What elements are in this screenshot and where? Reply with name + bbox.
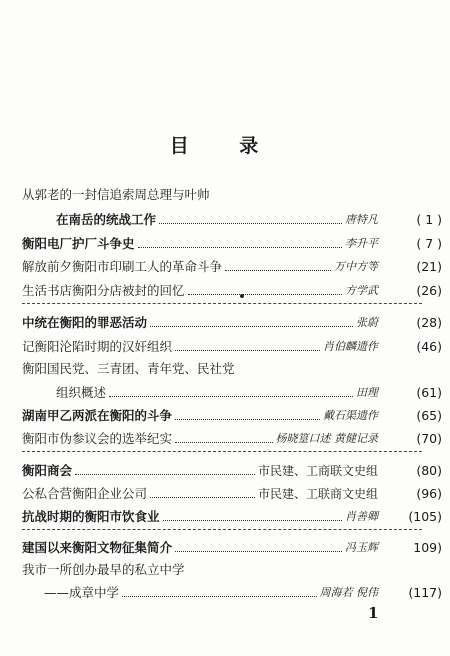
- dot-leader: [150, 497, 255, 498]
- toc-entry-title: 建国以来衡阳文物征集简介: [22, 540, 173, 555]
- dot-leader: [159, 223, 342, 224]
- toc-entry-title: 公私合营衡阳企业公司: [22, 486, 148, 501]
- toc-entry-author: 肖伯麟遗作: [323, 340, 378, 353]
- toc-entry-title: 记衡阳沦陷时期的汉奸组织: [22, 339, 173, 354]
- toc-entry-author: 杨晓篁口述 黄健记录: [275, 432, 378, 445]
- toc-entry-title: 我市一所创办最早的私立中学: [22, 562, 185, 577]
- toc-entry: [22, 562, 378, 578]
- toc-entry-title: 衡阳电厂护厂斗争史: [22, 236, 135, 251]
- toc-entry-page: 109): [413, 540, 442, 555]
- toc-entry-author: 李升平: [345, 237, 378, 250]
- toc-entry-page: ( 1 ): [416, 212, 442, 227]
- toc-entry: [22, 236, 378, 252]
- toc-entry-page: (65): [416, 408, 442, 423]
- toc-entry: [56, 212, 378, 228]
- dot-leader: [225, 270, 331, 271]
- toc-entry: [22, 408, 378, 424]
- dot-leader: [175, 350, 320, 351]
- toc-entry-title: 衡阳市伪参议会的选举纪实: [22, 431, 173, 446]
- toc-entry-page: (46): [416, 339, 442, 354]
- dot-leader: [109, 396, 353, 397]
- toc-entry-title: 衡阳商会: [22, 463, 73, 478]
- toc-entry-author: 肖善卿: [345, 510, 378, 523]
- toc-entry-author: 市民建、工联商文史组: [257, 487, 378, 501]
- toc-entry-page: ( 7 ): [416, 236, 442, 251]
- toc-entry-title: ——成章中学: [44, 585, 120, 600]
- toc-entry-page: (61): [416, 385, 442, 400]
- toc-entry: [22, 486, 378, 502]
- page-title: 目 录: [169, 135, 281, 157]
- toc-entry: [22, 339, 378, 355]
- toc-entry: [22, 315, 378, 331]
- dot-leader: [175, 551, 342, 552]
- dot-leader: [175, 442, 272, 443]
- toc-entry: [22, 187, 378, 203]
- toc-entry-page: (28): [416, 315, 442, 330]
- toc-entry-page: (26): [416, 283, 442, 298]
- toc-entry: [22, 509, 378, 525]
- toc-entry-page: (80): [416, 463, 442, 478]
- toc-entry-title: 组织概述: [56, 385, 107, 400]
- section-divider: [22, 303, 422, 304]
- toc-entry: [22, 259, 378, 275]
- toc-entry-author: 冯玉辉: [345, 541, 378, 554]
- dot-leader: [150, 326, 353, 327]
- toc-entry: [56, 385, 378, 401]
- toc-entry-page: (105): [408, 509, 442, 524]
- toc-entry-page: (21): [416, 259, 442, 274]
- toc-entry: [22, 431, 378, 447]
- page-number: 1: [368, 604, 379, 622]
- toc-entry: [22, 540, 378, 556]
- toc-entry-author: 田理: [356, 386, 378, 399]
- toc-entry-title: 湖南甲乙两派在衡阳的斗争: [22, 408, 173, 423]
- toc-entry-author: 万中方等: [334, 260, 378, 273]
- toc-entry-title: 抗战时期的衡阳市饮食业: [22, 509, 160, 524]
- toc-entry-author: 张蔚: [356, 316, 378, 329]
- dot-leader: [175, 419, 320, 420]
- toc-entry-title: 从郭老的一封信追索周总理与叶帅: [22, 187, 210, 202]
- toc-entry-page: (96): [416, 486, 442, 501]
- toc-entry-title: 生活书店衡阳分店被封的回忆: [22, 283, 185, 298]
- dot-leader: [122, 596, 316, 597]
- toc-entry-page: (117): [408, 585, 442, 600]
- section-divider: [22, 529, 422, 530]
- toc-entry-author: 周海若 倪伟: [319, 586, 378, 599]
- toc-entry: [44, 585, 378, 601]
- section-divider: [22, 451, 422, 452]
- toc-entry-author: 戴石渠遗作: [323, 409, 378, 422]
- dot-leader: [188, 294, 342, 295]
- toc-entry: [22, 283, 378, 299]
- ink-dot: [240, 294, 244, 298]
- toc-entry-author: 唐特凡: [345, 213, 378, 226]
- dot-leader: [138, 247, 342, 248]
- dot-leader: [163, 520, 342, 521]
- toc-entry-title: 在南岳的统战工作: [56, 212, 157, 227]
- toc-entry-page: (70): [416, 431, 442, 446]
- toc-entry-author: 方学武: [345, 284, 378, 297]
- toc-entry-title: 解放前夕衡阳市印刷工人的革命斗争: [22, 259, 223, 274]
- toc-entry-author: 市民建、工商联文史组: [257, 464, 378, 478]
- toc-entry: [22, 463, 378, 479]
- dot-leader: [75, 474, 255, 475]
- toc-entry-title: 衡阳国民党、三青团、青年党、民社党: [22, 361, 235, 376]
- toc-entry-title: 中统在衡阳的罪恶活动: [22, 315, 148, 330]
- toc-entry: [22, 361, 378, 377]
